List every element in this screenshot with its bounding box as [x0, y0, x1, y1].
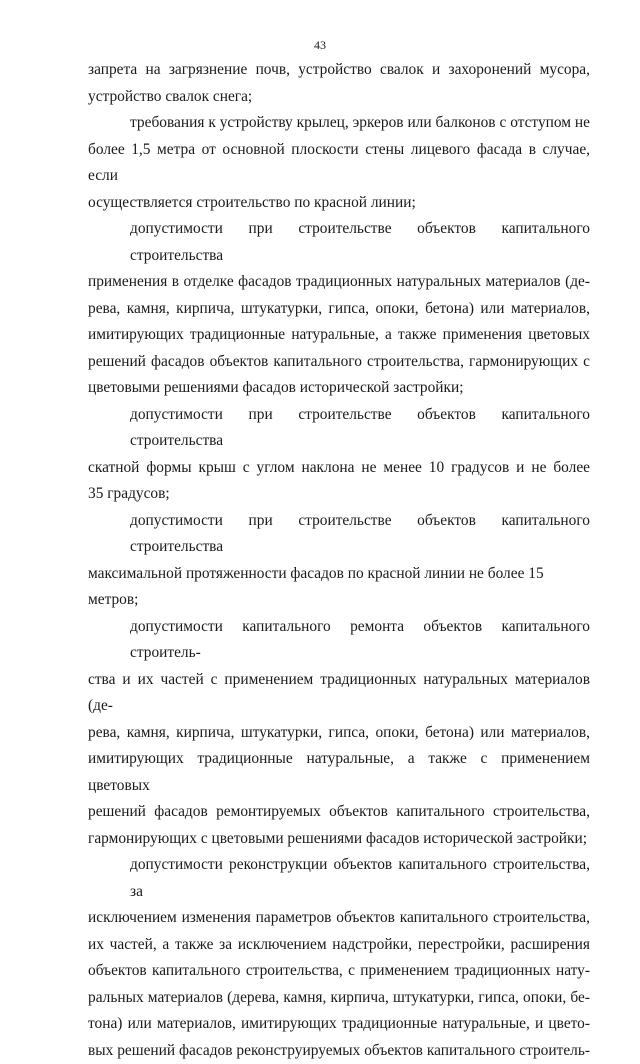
document-body [88, 57, 590, 1064]
paragraph-1 [88, 57, 590, 110]
text-line: допустимости реконструкции объектов капитального строительства, за [88, 852, 590, 905]
paragraph-5 [88, 508, 590, 614]
text-line: цветовыми решениями фасадов исторической застройки; [88, 375, 590, 402]
text-line: требования к устройству крылец, эркеров или балконов с отступом не [88, 110, 590, 137]
text-line: их частей, а также за исключением надстройки, перестройки, расширения [88, 932, 590, 959]
paragraph-3 [88, 216, 590, 402]
text-line: более 1,5 метра от основной плоскости стены лицевого фасада в случае, если [88, 137, 590, 190]
text-line: максимальной протяженности фасадов по красной линии не более 15 метров; [88, 561, 590, 614]
text-line: 35 градусов; [88, 481, 590, 508]
text-line: ральных материалов (дерева, камня, кирпича, штукатурки, гипса, опоки, бе- [88, 985, 590, 1012]
paragraph-4 [88, 402, 590, 508]
text-line: рева, камня, кирпича, штукатурки, гипса, опоки, бетона) или материалов, [88, 720, 590, 747]
text-line: решений фасадов ремонтируемых объектов капитального строительства, [88, 799, 590, 826]
text-line: запрета на загрязнение почв, устройство свалок и захоронений мусора, [88, 57, 590, 84]
text-line: допустимости при строительстве объектов капитального строительства [88, 216, 590, 269]
text-line: объектов капитального строительства, с применением традиционных нату- [88, 958, 590, 985]
text-line: допустимости при строительстве объектов капитального строительства [88, 508, 590, 561]
text-line: имитирующих традиционные натуральные, а также с применением цветовых [88, 746, 590, 799]
text-line: допустимости при строительстве объектов капитального строительства [88, 402, 590, 455]
paragraph-7 [88, 852, 590, 1064]
text-line: скатной формы крыш с углом наклона не менее 10 градусов и не более [88, 455, 590, 482]
text-line: тона) или материалов, имитирующих традиционные натуральные, и цвето- [88, 1011, 590, 1038]
text-line: решений фасадов объектов капитального строительства, гармонирующих с [88, 349, 590, 376]
paragraph-6 [88, 614, 590, 853]
text-line: исключением изменения параметров объектов капитального строительства, [88, 905, 590, 932]
text-line: допустимости капитального ремонта объектов капитального строитель- [88, 614, 590, 667]
text-line: гармонирующих с цветовыми решениями фасадов исторической застройки; [88, 826, 590, 853]
text-line: рева, камня, кирпича, штукатурки, гипса, опоки, бетона) или материалов, [88, 296, 590, 323]
text-line: имитирующих традиционные натуральные, а также применения цветовых [88, 322, 590, 349]
text-line: вых решений фасадов реконструируемых объектов капитального строитель- [88, 1038, 590, 1064]
page-number: 43 [0, 38, 640, 52]
paragraph-2 [88, 110, 590, 216]
text-line: ства и их частей с применением традиционных натуральных материалов (де- [88, 667, 590, 720]
text-line: устройство свалок снега; [88, 84, 590, 111]
text-line: осуществляется строительство по красной линии; [88, 190, 590, 217]
text-line: применения в отделке фасадов традиционных натуральных материалов (де- [88, 269, 590, 296]
